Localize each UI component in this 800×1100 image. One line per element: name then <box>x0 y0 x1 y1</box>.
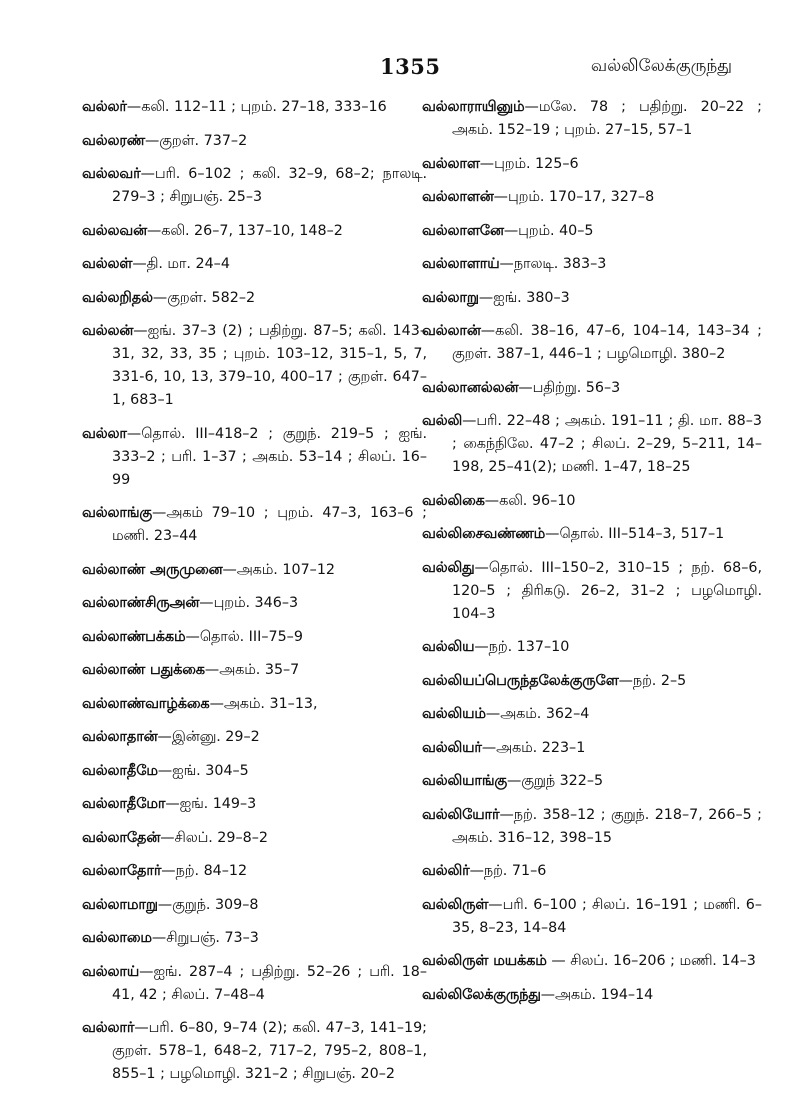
entry-headword: வல்லாண்வாழ்க்கை <box>82 695 210 712</box>
index-entry <box>422 410 762 479</box>
index-entry <box>422 253 762 276</box>
entry-references: —நாலடி. 383–3 <box>499 256 607 272</box>
index-entry <box>422 377 762 400</box>
entry-headword: வல்லாண்பக்கம் <box>82 628 186 645</box>
index-entry <box>422 320 762 366</box>
index-entry <box>82 320 427 412</box>
index-entry <box>422 770 762 793</box>
entry-references: —தொல். III–418–2 ; குறுந். 219–5 ; ஐங். 333–2 ; பரி. 1–37 ; அகம். 53–14 ; சிலப். 16–99 <box>112 425 427 488</box>
column-gutter <box>406 96 407 1036</box>
entry-references: —குறள். 582–2 <box>152 289 256 306</box>
left-column <box>82 96 427 1097</box>
entry-headword: வல்லாமாறு <box>82 896 158 913</box>
entry-headword: வல்லர் <box>82 99 127 115</box>
index-entry <box>82 894 427 917</box>
entry-references: —அகம். 107–12 <box>222 561 336 578</box>
entry-headword: வல்லியோர் <box>422 806 500 823</box>
entry-references: —சிலப். 29–8–2 <box>160 829 268 846</box>
entry-headword: வல்லாளாய் <box>422 256 500 272</box>
index-entry <box>422 703 762 726</box>
index-entry <box>82 860 427 883</box>
entry-headword: வல்லான் <box>422 323 481 339</box>
index-entry <box>422 860 762 883</box>
entry-references: —குறள். 737–2 <box>145 132 248 149</box>
entry-references: —குறுந். 309–8 <box>157 896 259 913</box>
entry-headword: வல்லாளன் <box>422 189 494 205</box>
index-entry <box>82 502 427 548</box>
entry-references: —பரி. 22–48 ; அகம். 191–11 ; தி. மா. 88–3 ; கைந்நிலே. 47–2 ; சிலப். 2–29, 5–211, 14–198, 25–41(2); மணி. 1–47, 18–25 <box>452 413 762 475</box>
entry-headword: வல்லியம் <box>422 706 486 722</box>
index-entry <box>82 96 427 119</box>
index-entry <box>422 894 762 940</box>
index-entry <box>82 659 427 682</box>
index-entry <box>82 693 427 716</box>
entry-headword: வல்லாளனே <box>422 222 504 239</box>
entry-references: —கலி. 38–16, 47–6, 104–14, 143–34 ; குறள். 387–1, 446–1 ; பழமொழி. 380–2 <box>452 323 762 362</box>
entry-headword: வல்லிசைவண்ணம் <box>422 526 546 542</box>
entry-references: —தி. மா. 24–4 <box>132 256 230 272</box>
entry-headword: வல்லவன் <box>82 222 147 239</box>
entry-references: —நற். 2–5 <box>618 672 687 689</box>
entry-headword: வல்லாண் பதுக்கை <box>82 662 205 678</box>
entry-references: —நற். 84–12 <box>161 863 248 879</box>
entry-headword: வல்லா <box>82 425 127 442</box>
index-entry <box>82 253 427 276</box>
index-entry <box>82 827 427 850</box>
entry-headword: வல்லரண் <box>82 132 145 149</box>
entry-headword: வல்லன் <box>82 323 134 339</box>
entry-references: —அகம். 223–1 <box>481 739 586 756</box>
entry-references: —பரி. 6–80, 9–74 (2); கலி. 47–3, 141–19; குறள். 578–1, 648–2, 717–2, 795–2, 808–1, 855–1 ; பழமொழி. 321–2 ; சிறுபஞ். 20–2 <box>112 1020 427 1082</box>
entry-references: —கலி. 26–7, 137–10, 148–2 <box>146 222 343 239</box>
entry-headword: வல்லாதீமே <box>82 762 158 779</box>
page-number: 1355 <box>380 54 441 79</box>
index-entry <box>422 490 762 513</box>
entry-headword: வல்லி <box>422 413 463 429</box>
entry-references: —நற். 137–10 <box>474 639 570 655</box>
entry-headword: வல்லிய <box>422 639 475 655</box>
entry-references: —பரி. 6–102 ; கலி. 32–9, 68–2; நாலடி. 279–3 ; சிறுபஞ். 25–3 <box>112 166 427 205</box>
entry-references: —புறம். 170–17, 327–8 <box>493 189 655 205</box>
entry-references: —குறுந் 322–5 <box>507 773 604 789</box>
entry-references: —கலி. 96–10 <box>484 492 576 509</box>
index-entry <box>422 96 762 142</box>
index-entry <box>422 950 762 973</box>
entry-references: —நற். 358–12 ; குறுந். 218–7, 266–5 ; அகம். 316–12, 398–15 <box>452 806 762 846</box>
index-entry <box>422 636 762 659</box>
index-entry <box>82 287 427 310</box>
index-entry <box>82 961 427 1007</box>
index-entry <box>422 186 762 209</box>
index-entry <box>82 793 427 816</box>
entry-headword: வல்லியப்பெருந்தலேக்குருளே <box>422 672 619 689</box>
entry-headword: வல்லாங்கு <box>82 505 153 521</box>
entry-references: —தொல். III–514–3, 517–1 <box>545 526 725 542</box>
entry-references: —புறம். 40–5 <box>503 222 594 239</box>
entry-headword: வல்லிகை <box>422 492 485 509</box>
entry-headword: வல்லாமை <box>82 930 152 946</box>
entry-headword: வல்லாதீமோ <box>82 796 166 812</box>
entry-references: —ஐங். 287–4 ; பதிற்று. 52–26 ; பரி. 18–41, 42 ; சிலப். 7–48–4 <box>112 963 427 1003</box>
entry-references: —ஐங். 149–3 <box>165 796 257 812</box>
entry-headword: வல்லாதோர் <box>82 863 162 879</box>
entry-headword: வல்லவர் <box>82 166 141 182</box>
entry-headword: வல்லியாங்கு <box>422 773 507 789</box>
entry-references: —கலி. 112–11 ; புறம். 27–18, 333–16 <box>126 99 387 115</box>
index-entry <box>82 423 427 492</box>
entry-references: —அகம் 79–10 ; புறம். 47–3, 163–6 ; மணி. 23–44 <box>112 505 427 544</box>
entry-references: —மலே. 78 ; பதிற்று. 20–22 ; அகம். 152–19 ; புறம். 27–15, 57–1 <box>452 99 762 138</box>
index-entry <box>82 592 427 615</box>
entry-headword: வல்லியர் <box>422 739 482 756</box>
index-entry <box>422 287 762 310</box>
index-entry <box>82 726 427 749</box>
index-entry <box>422 737 762 760</box>
index-entry <box>422 984 762 1007</box>
index-entry <box>422 220 762 243</box>
entry-references: —நற். 71–6 <box>469 863 547 879</box>
entry-headword: வல்லாதான் <box>82 729 158 745</box>
entry-headword: வல்லிலேக்குருந்து <box>422 986 541 1003</box>
index-entry <box>422 670 762 693</box>
index-entry <box>82 1017 427 1086</box>
index-entry <box>82 220 427 243</box>
entry-references: —இன்னு. 29–2 <box>157 729 260 745</box>
entry-headword: வல்லிர் <box>422 863 470 879</box>
index-entry <box>82 130 427 153</box>
entry-headword: வல்லார் <box>82 1020 135 1036</box>
page-header <box>0 50 800 84</box>
entry-headword: வல்லாறு <box>422 289 479 306</box>
entry-references: —அகம். 35–7 <box>204 662 300 678</box>
entry-headword: வல்லாள <box>422 155 480 172</box>
running-head: வல்லிலேக்குருந்து <box>590 56 732 76</box>
right-column <box>422 96 762 1017</box>
entry-headword: வல்லானல்லன் <box>422 379 519 396</box>
entry-references: —சிறுபஞ். 73–3 <box>151 930 259 946</box>
entry-references: —புறம். 125–6 <box>479 155 579 172</box>
index-entry <box>82 927 427 950</box>
entry-references: —ஐங். 304–5 <box>157 762 249 779</box>
entry-references: —புறம். 346–3 <box>199 595 299 611</box>
entry-headword: வல்லாண்சிருஅன் <box>82 595 200 611</box>
entry-headword: வல்லறிதல் <box>82 289 153 306</box>
entry-references: —பரி. 6–100 ; சிலப். 16–191 ; மணி. 6–35, 8–23, 14–84 <box>452 896 762 936</box>
entry-references: —பதிற்று. 56–3 <box>518 379 621 396</box>
index-entry <box>82 760 427 783</box>
entry-references: —அகம். 31–13, <box>209 695 318 712</box>
index-entry <box>422 523 762 546</box>
index-entry <box>82 626 427 649</box>
entry-headword: வல்லாண் அருமுனை <box>82 561 223 578</box>
index-entry <box>82 559 427 582</box>
index-entry <box>82 163 427 209</box>
entry-headword: வல்லள் <box>82 256 133 272</box>
entry-headword: வல்லிருள் மயக்கம் <box>422 953 547 969</box>
entry-references: —தொல். III–150–2, 310–15 ; நற். 68–6, 120–5 ; திரிகடு. 26–2, 31–2 ; பழமொழி. 104–3 <box>452 559 762 622</box>
entry-references: —தொல். III–75–9 <box>185 628 303 645</box>
entry-headword: வல்லிது <box>422 559 475 576</box>
index-entry <box>422 557 762 626</box>
entry-references: —ஐங். 37–3 (2) ; பதிற்று. 87–5; கலி. 143–31, 32, 33, 35 ; புறம். 103–12, 315–1, 5, 7, 331-6, 10, 13, 379–10, 400–17 ; குறள். 647–1, 683–1 <box>112 323 427 408</box>
entry-headword: வல்லிருள் <box>422 896 489 913</box>
index-entry <box>422 153 762 176</box>
entry-references: — சிலப். 16–206 ; மணி. 14–3 <box>546 953 756 969</box>
entry-references: —அகம். 362–4 <box>485 706 590 722</box>
entry-references: —அகம். 194–14 <box>540 986 654 1003</box>
index-entry <box>422 804 762 850</box>
entry-references: —ஐங். 380–3 <box>478 289 570 306</box>
entry-headword: வல்லாராயினும் <box>422 99 525 115</box>
entry-headword: வல்லாய் <box>82 963 140 980</box>
entry-headword: வல்லாதேன் <box>82 829 161 846</box>
